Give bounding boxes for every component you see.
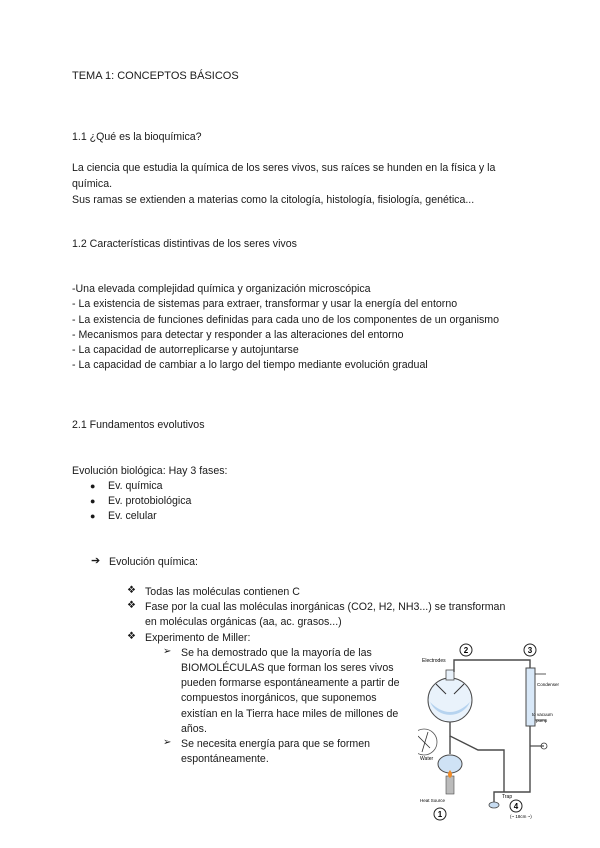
characteristic-item: - La capacidad de autorreplicarse y autojuntarse xyxy=(72,344,299,356)
bullet-icon: ● xyxy=(90,481,96,491)
miller-line: Se necesita energía para que se formen xyxy=(181,738,371,750)
sub-heading: Evolución química: xyxy=(109,556,198,568)
evolution-intro: Evolución biológica: Hay 3 fases: xyxy=(72,465,228,477)
label-n2: 2 xyxy=(463,646,469,655)
label-trap: Trap xyxy=(502,794,513,800)
label-heat: Heat Source xyxy=(420,798,446,803)
triangle-arrow-icon: ➢ xyxy=(163,737,172,748)
arrow-icon: ➔ xyxy=(91,555,101,567)
label-n4: 4 xyxy=(513,802,519,811)
paragraph-line: La ciencia que estudia la química de los seres vivos, sus raíces se hunden en la física y la xyxy=(72,162,496,174)
characteristic-item: - La existencia de funciones definidas para cada uno de los componentes de un organismo xyxy=(72,314,499,326)
miller-line: años. xyxy=(181,723,207,735)
document-title: TEMA 1: CONCEPTOS BÁSICOS xyxy=(72,70,239,82)
diamond-bullet-icon: ❖ xyxy=(127,585,136,596)
point-item-continued: en moléculas orgánicas (aa, ac. grasos...) xyxy=(145,616,342,628)
flask xyxy=(428,678,472,722)
diamond-bullet-icon: ❖ xyxy=(127,631,136,642)
section-heading-1-1: 1.1 ¿Qué es la bioquímica? xyxy=(72,131,202,143)
miller-experiment-diagram xyxy=(418,642,560,822)
phase-item: Ev. química xyxy=(108,480,163,492)
point-item: Todas las moléculas contienen C xyxy=(145,586,300,598)
trap xyxy=(489,802,499,808)
label-n3: 3 xyxy=(527,646,533,655)
phase-item: Ev. celular xyxy=(108,510,157,522)
characteristic-item: -Una elevada complejidad química y organización microscópica xyxy=(72,283,371,295)
section-heading-2-1: 2.1 Fundamentos evolutivos xyxy=(72,419,205,431)
label-n1: 1 xyxy=(437,810,443,819)
label-vacuum: to vacuum xyxy=(532,712,553,717)
phase-item: Ev. protobiológica xyxy=(108,495,192,507)
condenser xyxy=(526,668,535,726)
label-pump: pump xyxy=(536,718,548,723)
label-electrodes: Electrodes xyxy=(422,658,446,664)
characteristic-item: - Mecanismos para detectar y responder a las alteraciones del entorno xyxy=(72,329,404,341)
miller-line: compuestos inorgánicos, que suponemos xyxy=(181,692,377,704)
characteristic-item: - La existencia de sistemas para extraer, transformar y usar la energía del entorno xyxy=(72,298,458,310)
diamond-bullet-icon: ❖ xyxy=(127,600,136,611)
paragraph-line: Sus ramas se extienden a materias como la citología, histología, fisiología, genética... xyxy=(72,194,475,206)
bullet-icon: ● xyxy=(90,511,96,521)
miller-line: pueden formarse espontáneamente a partir de xyxy=(181,677,400,689)
miller-line: BIOMOLÉCULAS que forman los seres vivos xyxy=(181,662,394,674)
label-scale: (~ 18cm ~) xyxy=(510,814,532,819)
miller-line: Se ha demostrado que la mayoría de las xyxy=(181,647,372,659)
section-heading-1-2: 1.2 Características distintivas de los seres vivos xyxy=(72,238,297,250)
label-water: Water xyxy=(420,756,434,762)
miller-line: existían en la Tierra hace miles de millones de xyxy=(181,708,399,720)
miller-line: espontáneamente. xyxy=(181,753,269,765)
point-item: Fase por la cual las moléculas inorgánicas (CO2, H2, NH3...) se transforman xyxy=(145,601,506,613)
label-condenser: Condenser xyxy=(537,682,560,687)
characteristic-item: - La capacidad de cambiar a lo largo del tiempo mediante evolución gradual xyxy=(72,359,428,371)
bullet-icon: ● xyxy=(90,496,96,506)
paragraph-line: química. xyxy=(72,178,113,190)
point-item: Experimento de Miller: xyxy=(145,632,251,644)
triangle-arrow-icon: ➢ xyxy=(163,646,172,657)
